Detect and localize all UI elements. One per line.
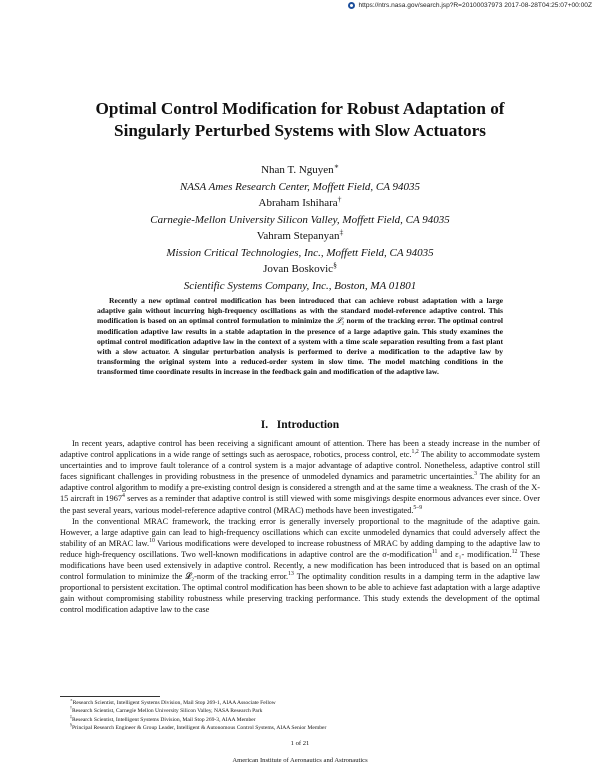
text-run: The ability for an adaptive control algorithm to modify a pre-existing control design is considered a strength and at the same time a weakness. The crash of the X-15 aircraft in 1967 [60, 472, 540, 504]
abstract-text [97, 296, 503, 378]
section-heading [40, 419, 560, 431]
footnote [60, 707, 540, 715]
citation[interactable]: 13 [288, 571, 294, 578]
footnote-mark: ∗ [70, 698, 73, 703]
footnote-text: Research Scientist, Carnegie Mellon University Silicon Valley, NASA Research Park [71, 708, 263, 715]
author-mark: ‡ [339, 227, 344, 237]
footnote-text: Research Scientist, Intelligent Systems Division, Mail Stop 269-3, AIAA Member [71, 716, 256, 723]
ntrs-header [348, 2, 592, 9]
intro-paragraph-2 [60, 516, 540, 616]
author-name: Nhan T. Nguyen [261, 164, 334, 176]
page-number: 1 of 21 [290, 740, 310, 747]
footnote-divider [60, 696, 160, 697]
footnote [60, 724, 540, 732]
author-mark: ∗ [333, 161, 339, 171]
abstract [97, 296, 503, 378]
footnote-mark: § [70, 723, 72, 728]
text-run: Various modifications were developed to increase robustness of MRAC by adding damping to the adaptive law to reduce high-frequency oscillations. Two well-known modifications in adaptive control are the σ-modification [60, 538, 540, 559]
author-affiliation: Carnegie-Mellon University Silicon Valley, Moffett Field, CA 94035 [150, 213, 450, 226]
footnote [60, 716, 540, 724]
author-name: Jovan Boskovic [263, 263, 334, 275]
intro-paragraph-1 [60, 438, 540, 516]
footnote-mark: † [70, 706, 72, 711]
journal-footer: American Institute of Aeronautics and Astronautics [232, 757, 368, 764]
footnote-text: Principal Research Engineer & Group Leader, Intelligent & Autonomous Control Systems, AIAA Senior Member [71, 724, 327, 731]
author-2 [40, 195, 560, 212]
ntrs-logo-icon [348, 2, 355, 9]
author-4 [40, 261, 560, 278]
introduction-body [60, 438, 540, 616]
citation[interactable]: 12 [511, 549, 518, 556]
citation[interactable]: 4 [122, 493, 125, 500]
author-block [40, 162, 560, 294]
footnotes [60, 699, 540, 732]
footnote-mark: ‡ [70, 714, 72, 719]
abstract-part-2: norm of the tracking error. The optimal control modification adaptive law results in a stable adaptation in the presence of a large adaptive gain. This study examines the optimal control modification adaptive law in the context of a system with a time scale separation resulting from a fast plant with a slow actuator. A singular perturbation analysis is performed to derive a modification to the adaptive law by transforming the original system into a reduced-order system in slow time. The model matching conditions in the transformed time coordinate results in increase in the feedback gain and modification of the adaptive law. [97, 316, 503, 377]
citation[interactable]: 3 [474, 471, 478, 478]
section-title: Introduction [276, 419, 340, 431]
abstract-part-1: Recently a new optimal control modification has been introduced that can achieve robust adaptation with a large adaptive gain without incurring high-frequency oscillations as with the standard model-reference adaptive control. This modification is based on an optimal control formulation to minimize the [97, 296, 503, 326]
section-number: I. [260, 419, 269, 431]
title-line-1: Optimal Control Modification for Robust Adaptation of [95, 99, 505, 118]
citation[interactable]: 11 [431, 549, 438, 556]
author-1 [40, 162, 560, 179]
text-run: In recent years, adaptive control has been receiving a significant amount of attention. There has been a steady increase in the number of adaptive control applications in a wide range of settings such as aerospace, robotics, process control, etc. [60, 439, 540, 460]
text-run: These modifications have been used extensively in adaptive control. Recently, a new modification has been introduced that is based on an optimal control formulation to minimize the 𝓛₂-norm of the tracking error. [60, 549, 540, 582]
text-run: and ε₁- modification. [437, 549, 512, 559]
author-name: Vahram Stepanyan [256, 230, 340, 242]
author-affiliation: Scientific Systems Company, Inc., Boston, MA 01801 [183, 279, 417, 292]
paper-title [40, 98, 560, 142]
author-name: Abraham Ishihara [258, 197, 338, 209]
text-run: The optimality condition results in a damping term in the adaptive law proportional to persistent excitation. The optimal control modification has been shown to be able to achieve fast adaptation with a large adaptive gain without compromising stability robustness while preserving tracking performance. This study extends the development of the optimal control modification adaptive law to the case [60, 572, 541, 615]
author-mark: † [337, 194, 342, 204]
text-run: serves as a reminder that adaptive control is still viewed with some misgivings despite enormous advances ever since. Over the past several years, various model-reference adaptive control (MRAC) methods have been investigated. [60, 494, 541, 515]
author-affiliation: NASA Ames Research Center, Moffett Field, CA 94035 [179, 180, 421, 193]
text-run: In the conventional MRAC framework, the tracking error is generally inversely proportional to the magnitude of the adaptive gain. However, a large adaptive gain can lead to high-frequency oscillations which can excite unmodeled dynamics that could adversely affect the stability of an MRAC law. [60, 516, 540, 548]
footnote [60, 699, 540, 707]
citation[interactable]: 1,2 [411, 449, 419, 456]
author-mark: § [333, 260, 337, 270]
title-line-2: Singularly Perturbed Systems with Slow Actuators [114, 121, 486, 140]
l2-norm-symbol: 𝓛₂ [336, 316, 345, 326]
citation[interactable]: 5–9 [413, 504, 423, 511]
author-3 [40, 228, 560, 245]
footnote-text: Research Scientist, Intelligent Systems Division, Mail Stop 269-1, AIAA Associate Fellow [72, 700, 276, 706]
author-affiliation: Mission Critical Technologies, Inc., Moffett Field, CA 94035 [166, 246, 434, 259]
text-run: The ability to accommodate system uncertainties and to improve fault tolerance of a control system is a major advantage of adaptive control. Nonetheless, adaptive control still faces significant challenges in providing robustness in the presence of unmodeled dynamics and parametric uncertainties. [60, 450, 540, 482]
citation[interactable]: 10 [149, 538, 155, 545]
ntrs-url[interactable]: https://ntrs.nasa.gov/search.jsp?R=20100037973 2017-08-28T04:25:07+00:00Z [358, 2, 592, 9]
